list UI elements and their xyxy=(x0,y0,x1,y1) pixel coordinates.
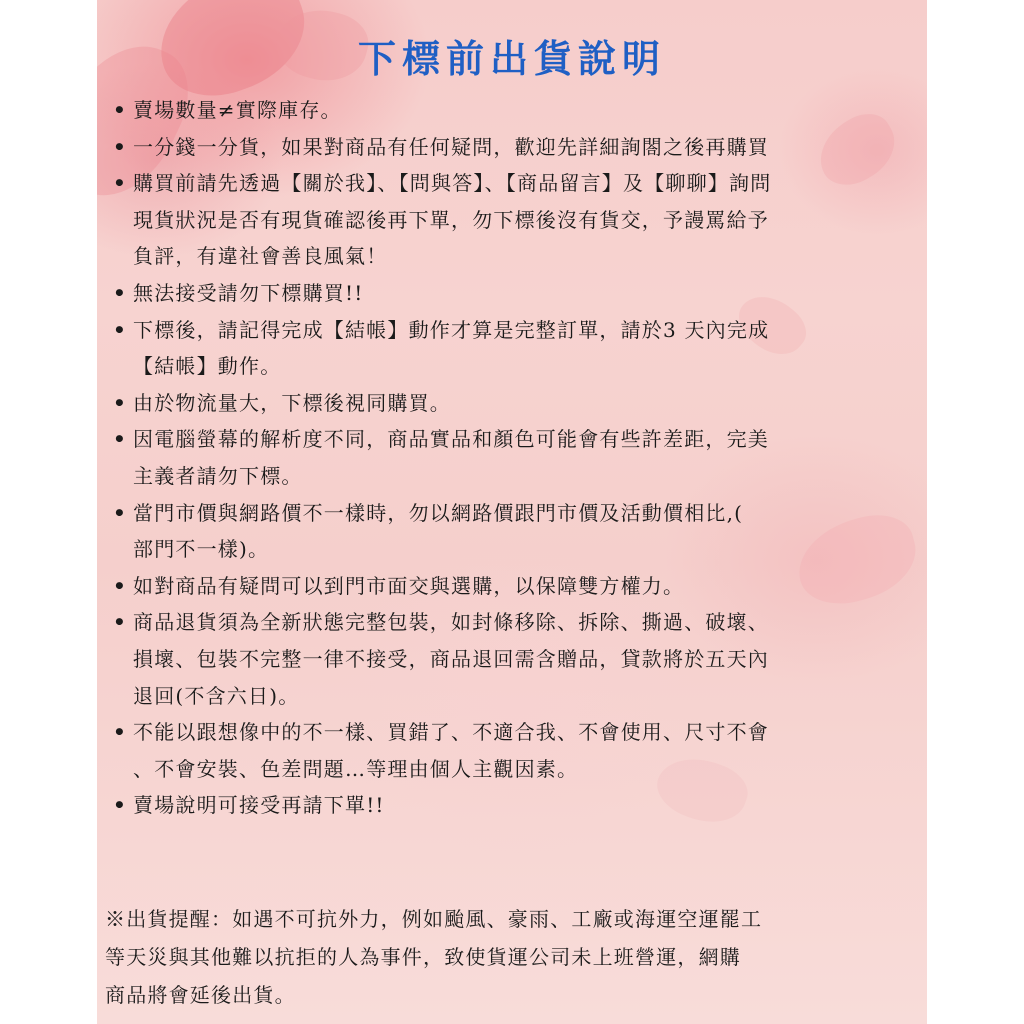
list-item-text: 如對商品有疑問可以到門市面交與選購，以保障雙方權力。 xyxy=(133,573,685,598)
list-item-text: 購買前請先透過【關於我】、【問與答】、【商品留言】及【聊聊】詢問 現貨狀況是否有現貨確認後再下單，勿下標後沒有貨交，予謾罵給予 負評，有違社會善良風氣！ xyxy=(133,171,772,269)
notice-list xyxy=(111,92,917,824)
list-item xyxy=(111,92,917,129)
list-item xyxy=(111,421,917,494)
bullet-icon: • xyxy=(113,610,127,635)
bullet-icon: • xyxy=(113,720,127,745)
list-item xyxy=(111,714,917,787)
list-item xyxy=(111,787,917,824)
list-item-text: 商品退貨須為全新狀態完整包裝，如封條移除、拆除、撕過、破壞、 損壞、包裝不完整一律不接受，商品退回需含贈品，貸款將於五天內 退回(不含六日)。 xyxy=(133,610,769,708)
list-item xyxy=(111,495,917,568)
list-item-text: 一分錢一分貨，如果對商品有任何疑問，歡迎先詳細詢閤之後再購買 xyxy=(133,134,769,159)
bullet-icon: • xyxy=(113,171,127,196)
list-item-text: 賣場數量≠實際庫存。 xyxy=(133,98,342,122)
shipping-reminder: ※出貨提醒：如遇不可抗外力，例如颱風、豪雨、工廠或海運空運罷工 等天災與其他難以抗拒的人為事件，致使貨運公司未上班營運，網購 商品將會延後出貨。 xyxy=(105,907,763,1007)
list-item xyxy=(111,568,917,605)
list-item-text: 不能以跟想像中的不一樣、買錯了、不適合我、不會使用、尺寸不會 、不會安裝、色差問題…等理由個人主觀因素。 xyxy=(133,720,769,781)
page-title: 下標前出貨說明 xyxy=(357,36,666,81)
list-item xyxy=(111,604,917,714)
list-item-text: 因電腦螢幕的解析度不同，商品實品和顏色可能會有些許差距，完美 主義者請勿下標。 xyxy=(133,427,769,488)
bullet-icon: • xyxy=(113,500,127,525)
bullet-icon: • xyxy=(113,793,127,818)
bullet-icon: • xyxy=(113,427,127,452)
list-item xyxy=(111,385,917,422)
bullet-icon: • xyxy=(113,390,127,415)
list-item-text: 由於物流量大，下標後視同購買。 xyxy=(133,390,451,415)
bullet-icon: • xyxy=(113,134,127,159)
list-item-text: 下標後，請記得完成【結帳】動作才算是完整訂單，請於3 天內完成 【結帳】動作。 xyxy=(133,317,770,379)
notice-paper xyxy=(97,0,927,1024)
bullet-icon: • xyxy=(113,98,127,122)
list-item xyxy=(111,165,917,275)
list-item-text: 賣場說明可接受再請下單!! xyxy=(133,793,385,818)
list-item xyxy=(111,312,917,385)
bullet-icon: • xyxy=(113,280,127,305)
list-item-text: 無法接受請勿下標購買!! xyxy=(133,280,364,305)
list-item xyxy=(111,129,917,166)
bullet-icon: • xyxy=(113,573,127,598)
list-item-text: 當門市價與網路價不一樣時，勿以網路價跟門市價及活動價相比,( 部門不一樣)。 xyxy=(133,500,744,562)
list-item xyxy=(111,275,917,312)
bullet-icon: • xyxy=(113,317,127,342)
